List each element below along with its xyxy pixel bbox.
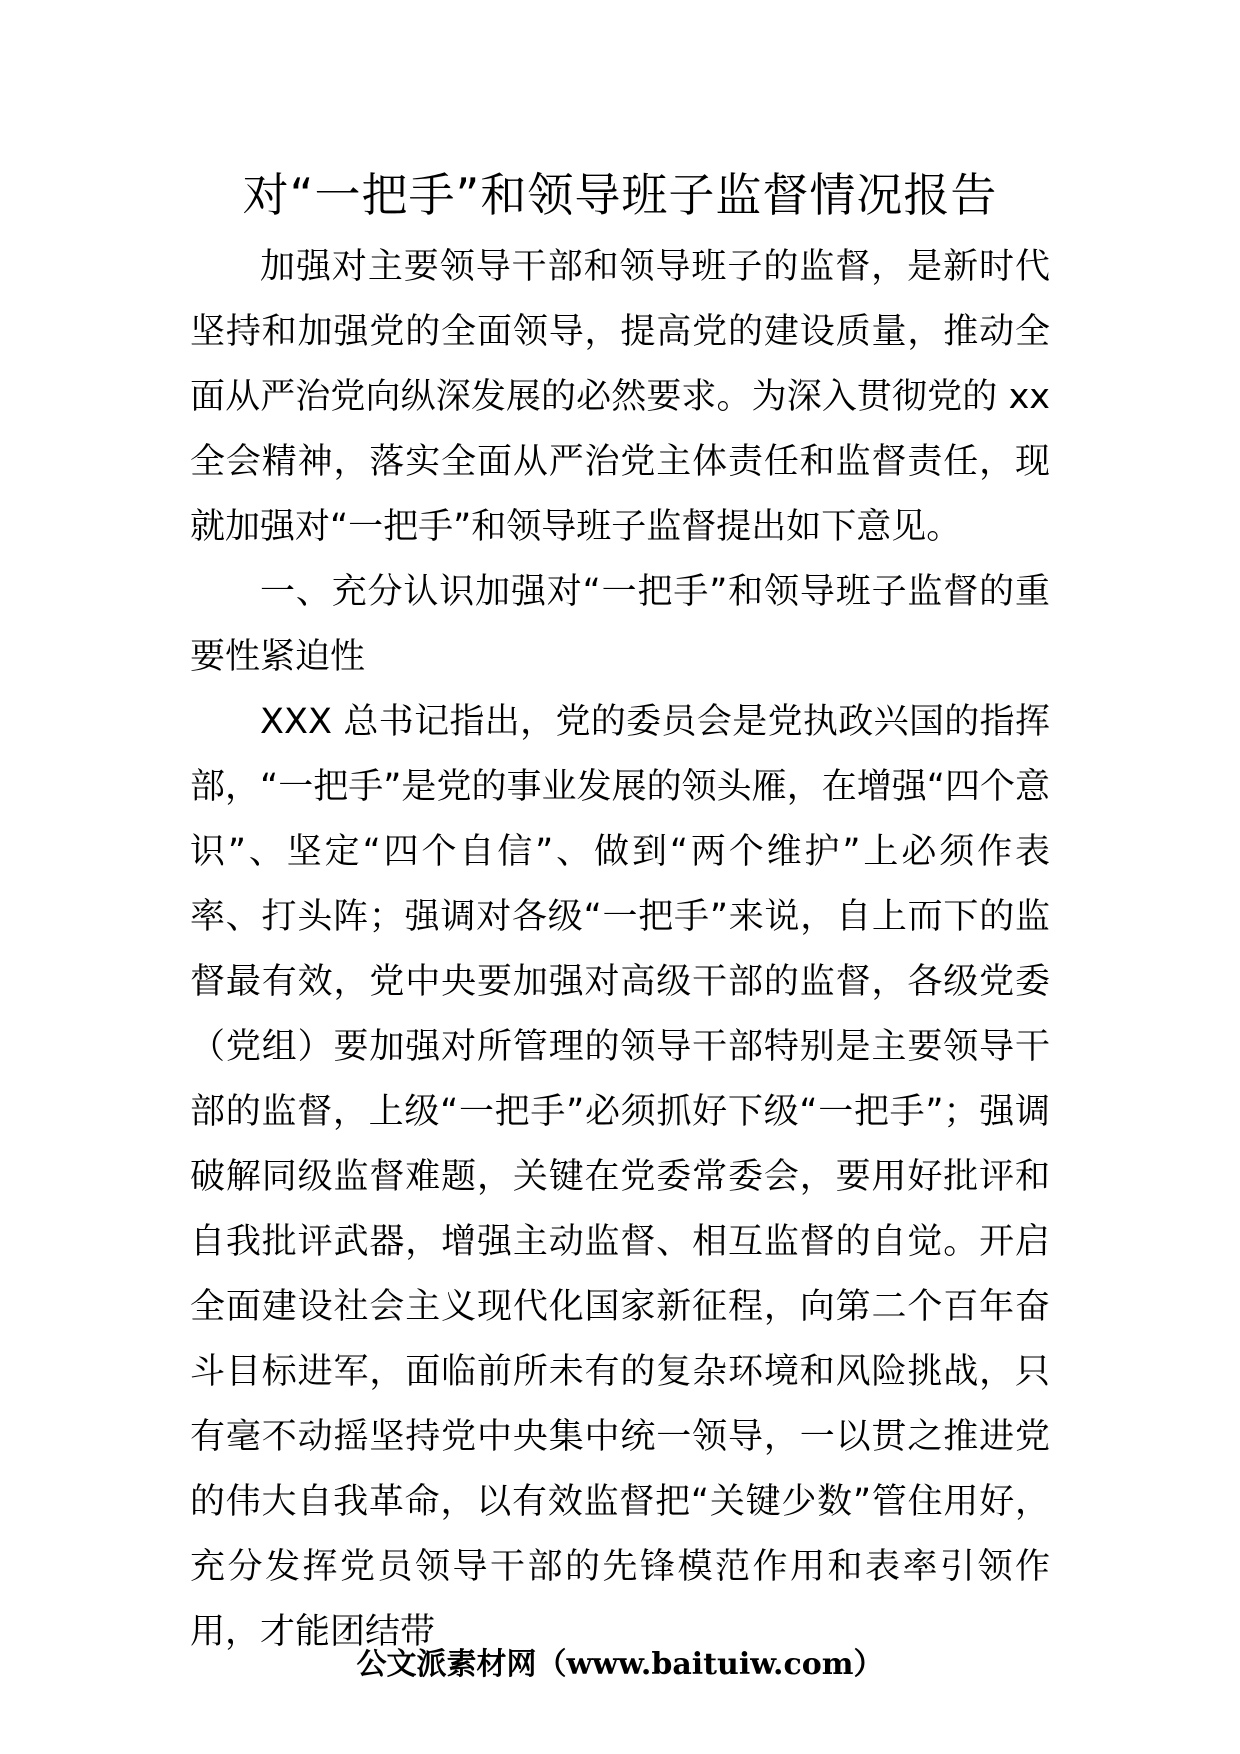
body-paragraph: XXX 总书记指出，党的委员会是党执政兴国的指挥部，“一把手”是党的事业发展的领头雁，在增强“四个意识”、坚定“四个自信”、做到“两个维护”上必须作表率、打头阵；强调对各级“一把手”来说，自上而下的监督最有效，党中央要加强对高级干部的监督，各级党委（党组）要加强对所管理的领导干部特别是主要领导干部的监督，上级“一把手”必须抓好下级“一把手”；强调破解同级监督难题，关键在党委常委会，要用好批评和自我批评武器，增强主动监督、相互监督的自觉。开启全面建设社会主义现代化国家新征程，向第二个百年奋斗目标进军，面临前所未有的复杂环境和风险挑战，只有毫不动摇坚持党中央集中统一领导，一以贯之推进党的伟大自我革命，以有效监督把“关键少数”管住用好，充分发挥党员领导干部的先锋模范作用和表率引领作用，才能团结带 xyxy=(190,702,1051,1652)
document-body xyxy=(190,235,1050,1665)
section-heading-1: 一、充分认识加强对“一把手”和领导班子监督的重要性紧迫性 xyxy=(190,572,1050,677)
footer-watermark: 公文派素材网（www.baituiw.com） xyxy=(356,1647,884,1682)
intro-paragraph: 加强对主要领导干部和领导班子的监督，是新时代坚持和加强党的全面领导，提高党的建设质量，推动全面从严治党向纵深发展的必然要求。为深入贯彻党的 xx 全会精神，落实全面从严治党主体责任和监督责任，现就加强对“一把手”和领导班子监督提出如下意见。 xyxy=(190,247,1050,547)
document-title: 对“一把手”和领导班子监督情况报告 xyxy=(242,168,998,222)
